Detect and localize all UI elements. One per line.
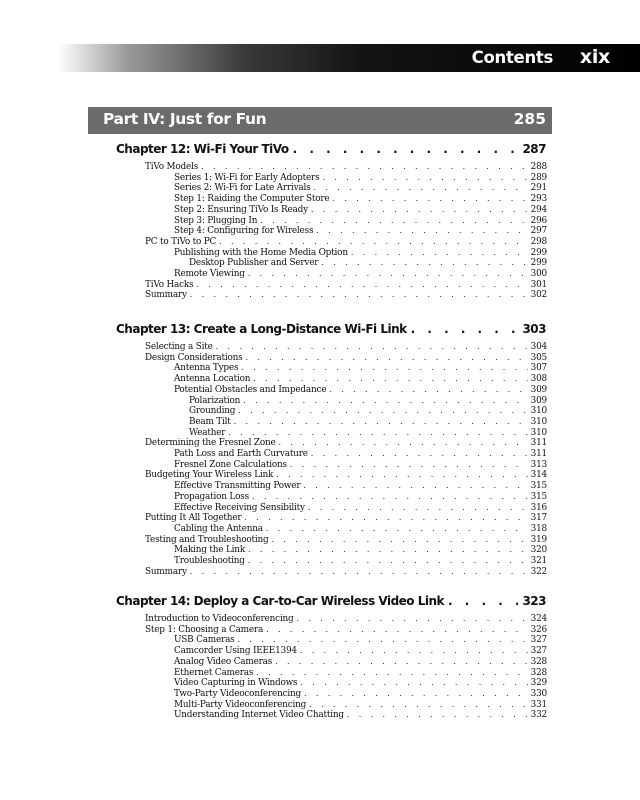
- toc-entry-title: Beam Tilt: [189, 416, 231, 427]
- dot-leader: [322, 173, 527, 184]
- toc-entry-title: Fresnel Zone Calculations: [174, 459, 287, 470]
- toc-entry-title: Ethernet Cameras: [174, 667, 254, 678]
- toc-entry-title: PC to TiVo to PC: [145, 236, 217, 247]
- dot-leader: [190, 567, 528, 578]
- dot-leader: [256, 668, 527, 679]
- dot-leader: [279, 438, 528, 449]
- toc-entry[interactable]: [174, 173, 547, 184]
- toc-entry-page: 310: [530, 416, 547, 427]
- toc-entry[interactable]: [174, 481, 547, 492]
- toc-entry-title: Desktop Publisher and Server: [189, 258, 319, 269]
- toc-entry-title: Cabling the Antenna: [174, 523, 263, 534]
- toc-entry-title: Determining the Fresnel Zone: [145, 438, 276, 449]
- toc-entry-page: 320: [530, 545, 547, 556]
- toc-entry-title: Making the Link: [174, 545, 245, 556]
- toc-entry-page: 300: [530, 269, 547, 279]
- toc-entry[interactable]: [145, 535, 547, 546]
- dot-leader: [201, 162, 528, 173]
- toc-chapter-page: 287: [522, 142, 546, 156]
- dot-leader: [311, 205, 528, 216]
- toc-entry[interactable]: [174, 248, 547, 259]
- toc-entry[interactable]: [145, 470, 547, 481]
- toc-entry-page: 317: [530, 513, 547, 524]
- toc-entry-page: 321: [530, 556, 547, 566]
- dot-leader: [351, 248, 528, 259]
- toc-entry-page: 318: [530, 523, 547, 534]
- dot-leader: [228, 428, 527, 439]
- dot-leader: [253, 374, 527, 385]
- toc-entry-title: Effective Receiving Sensibility: [174, 502, 305, 513]
- toc-entry-title: Two-Party Videoconferencing: [174, 688, 301, 699]
- dot-leader: [266, 524, 528, 535]
- toc-entry-page: 322: [530, 566, 547, 577]
- toc-entry[interactable]: [189, 417, 547, 428]
- dot-leader: [252, 492, 528, 503]
- toc-entry-page: 314: [530, 470, 547, 481]
- toc-chapter[interactable]: [116, 594, 546, 612]
- toc-entry-title: Weather: [189, 427, 226, 438]
- toc-entry-page: 309: [530, 384, 547, 395]
- toc-entry-title: Video Capturing in Windows: [174, 678, 298, 689]
- toc-entry-page: 309: [530, 395, 547, 406]
- toc-entry[interactable]: [174, 449, 547, 460]
- header-title: Contents: [471, 48, 553, 67]
- dot-leader: [248, 556, 528, 567]
- dot-leader: [321, 258, 527, 269]
- toc-entry-title: Step 4: Configuring for Wireless: [174, 226, 314, 237]
- dot-leader: [347, 710, 528, 721]
- toc-entry-page: 315: [530, 491, 547, 502]
- toc-entry-page: 297: [530, 226, 547, 237]
- toc-entry[interactable]: [145, 290, 547, 301]
- dot-leader: [196, 280, 527, 291]
- toc-entry-page: 299: [530, 247, 547, 258]
- toc-entry[interactable]: [174, 226, 547, 237]
- toc-entry-page: 316: [530, 502, 547, 513]
- dot-leader: [276, 470, 527, 481]
- toc-entry-page: 328: [530, 667, 547, 678]
- toc-entry-page: 307: [530, 363, 547, 374]
- toc-entry[interactable]: [189, 406, 547, 417]
- toc-entry[interactable]: [174, 385, 547, 396]
- dot-leader: [234, 417, 528, 428]
- toc-entry-page: 308: [530, 374, 547, 385]
- toc-entry-title: Antenna Location: [174, 374, 251, 385]
- toc-entry-title: Introduction to Videoconferencing: [145, 614, 294, 624]
- toc-entry-title: Publishing with the Home Media Option: [174, 247, 348, 258]
- toc-entry-page: 310: [530, 427, 547, 438]
- toc-entry-page: 294: [530, 204, 547, 215]
- toc-entry[interactable]: [145, 614, 547, 625]
- toc-entry[interactable]: [145, 162, 547, 173]
- toc-entry[interactable]: [145, 625, 547, 636]
- toc-entry[interactable]: [174, 194, 547, 205]
- dot-leader: [248, 545, 528, 556]
- toc-entry[interactable]: [145, 353, 547, 364]
- toc-entry[interactable]: [174, 363, 547, 374]
- toc-entry-page: 327: [530, 646, 547, 657]
- dot-leader: [313, 183, 527, 194]
- dot-leader: [311, 449, 528, 460]
- dot-leader: [190, 290, 528, 301]
- dot-leader: [308, 503, 528, 514]
- toc-entry-page: 330: [530, 688, 547, 699]
- toc-chapter-page: 303: [522, 322, 546, 336]
- toc-entry-title: Effective Transmitting Power: [174, 481, 301, 492]
- toc-chapter-title: Chapter 12: Wi-Fi Your TiVo: [116, 142, 289, 156]
- toc-entry-page: 289: [530, 172, 547, 183]
- toc-entry-page: 331: [530, 699, 547, 710]
- toc-entry-page: 328: [530, 656, 547, 667]
- header-page-number: xix: [579, 46, 610, 68]
- dot-leader: [275, 657, 528, 668]
- toc-entry-title: Potential Obstacles and Impedance: [174, 384, 327, 395]
- toc-entry-page: 302: [530, 290, 547, 301]
- toc-entry[interactable]: [174, 460, 547, 471]
- toc-entry-page: 324: [530, 614, 547, 624]
- dot-leader: [316, 226, 527, 237]
- toc-entry-page: 298: [530, 236, 547, 247]
- toc-chapter[interactable]: [116, 142, 546, 160]
- dot-leader: [246, 353, 528, 364]
- toc-entry-page: 326: [530, 624, 547, 635]
- toc-entry-title: Testing and Troubleshooting: [145, 534, 269, 545]
- toc-entry[interactable]: [145, 438, 547, 449]
- dot-leader: [290, 460, 528, 471]
- toc-entry-title: Selecting a Site: [145, 342, 213, 352]
- toc-entry-page: 313: [530, 459, 547, 470]
- toc-entry-page: 329: [530, 678, 547, 689]
- toc-entry-title: Path Loss and Earth Curvature: [174, 449, 308, 459]
- toc-entry-title: Understanding Internet Video Chatting: [174, 710, 344, 721]
- part-title: Part IV: Just for Fun: [103, 110, 267, 128]
- toc-entry-page: 288: [530, 162, 547, 172]
- toc-chapter-title: Chapter 13: Create a Long-Distance Wi-Fi Link: [116, 322, 407, 336]
- toc-entry-page: 293: [530, 194, 547, 205]
- toc-entry[interactable]: [174, 524, 547, 535]
- toc-entry-title: Series 2: Wi-Fi for Late Arrivals: [174, 183, 311, 194]
- part-page: 285: [513, 110, 546, 128]
- toc-entry[interactable]: [174, 503, 547, 514]
- toc-entry-title: USB Cameras: [174, 635, 235, 646]
- dot-leader: [248, 269, 528, 280]
- dot-leader: [219, 237, 528, 248]
- toc-entry-page: 301: [530, 279, 547, 290]
- toc-entry[interactable]: [145, 237, 547, 248]
- toc-entry-page: 291: [530, 183, 547, 194]
- toc-entry-page: 311: [530, 449, 547, 459]
- toc-entry[interactable]: [189, 258, 547, 269]
- toc-entry-page: 332: [530, 710, 547, 721]
- toc-entry-title: Summary: [145, 290, 187, 301]
- toc-entry-page: 299: [530, 258, 547, 269]
- toc-entry[interactable]: [174, 646, 547, 657]
- dot-leader: [241, 363, 527, 374]
- toc-entry-page: 310: [530, 406, 547, 417]
- toc-entry-title: Propagation Loss: [174, 491, 249, 502]
- toc-entry[interactable]: [145, 342, 547, 353]
- dot-leader: [304, 689, 528, 700]
- toc-entry[interactable]: [174, 635, 547, 646]
- dot-leader: [297, 614, 528, 625]
- toc-entry[interactable]: [174, 545, 547, 556]
- toc-entry-title: Step 1: Raiding the Computer Store: [174, 194, 330, 205]
- toc-entry[interactable]: [189, 396, 547, 407]
- toc-entry-title: Step 1: Choosing a Camera: [145, 624, 264, 635]
- toc-entry-title: TiVo Hacks: [145, 279, 194, 290]
- toc-entry-title: Multi-Party Videoconferencing: [174, 699, 307, 710]
- toc-entry[interactable]: [174, 492, 547, 503]
- toc-chapter-page: 323: [522, 594, 546, 608]
- dot-leader: [303, 481, 527, 492]
- toc-entry-title: Grounding: [189, 406, 236, 417]
- dot-leader: [448, 594, 518, 608]
- toc-entry[interactable]: [145, 280, 547, 291]
- toc-entry-title: Polarization: [189, 395, 241, 406]
- dot-leader: [216, 342, 528, 353]
- dot-leader: [309, 700, 528, 711]
- dot-leader: [272, 535, 528, 546]
- toc-entry-page: 304: [530, 342, 547, 352]
- toc-entry[interactable]: [174, 269, 547, 280]
- toc-entry[interactable]: [174, 710, 547, 721]
- toc-entry[interactable]: [174, 216, 547, 227]
- dot-leader: [411, 322, 519, 336]
- toc-entry-title: Summary: [145, 566, 187, 577]
- dot-leader: [266, 625, 528, 636]
- toc-entry[interactable]: [145, 567, 547, 578]
- toc-entry-page: 315: [530, 481, 547, 492]
- toc-entry-title: TiVo Models: [145, 162, 199, 172]
- toc-entry-title: Troubleshooting: [174, 556, 245, 566]
- toc-entry[interactable]: [174, 183, 547, 194]
- dot-leader: [243, 396, 527, 407]
- toc-entry-page: 327: [530, 635, 547, 646]
- dot-leader: [300, 646, 528, 657]
- toc-entry-title: Antenna Types: [174, 363, 239, 374]
- toc-chapter[interactable]: [116, 322, 546, 340]
- part-banner: [88, 107, 552, 134]
- toc-entry-title: Camcorder Using IEEE1394: [174, 646, 297, 657]
- toc-entry-title: Putting It All Together: [145, 513, 242, 524]
- toc-entry-page: 305: [530, 352, 547, 363]
- toc-entry[interactable]: [189, 428, 547, 439]
- toc-entry[interactable]: [174, 556, 547, 567]
- toc-entry[interactable]: [174, 657, 547, 668]
- toc-entry-title: Budgeting Your Wireless Link: [145, 470, 274, 481]
- dot-leader: [244, 513, 527, 524]
- dot-leader: [300, 678, 527, 689]
- toc-entry[interactable]: [174, 678, 547, 689]
- toc-entry[interactable]: [174, 205, 547, 216]
- toc-entry-title: Step 2: Ensuring TiVo Is Ready: [174, 204, 308, 215]
- dot-leader: [293, 142, 519, 156]
- toc-entry-page: 319: [530, 534, 547, 545]
- toc-entry[interactable]: [174, 689, 547, 700]
- toc-entry-title: Design Considerations: [145, 352, 243, 363]
- toc-entry-title: Remote Viewing: [174, 269, 245, 279]
- dot-leader: [238, 406, 527, 417]
- toc-entry[interactable]: [174, 700, 547, 711]
- dot-leader: [260, 216, 527, 227]
- toc-entry-page: 311: [530, 438, 547, 449]
- toc-entry[interactable]: [145, 513, 547, 524]
- dot-leader: [329, 385, 527, 396]
- toc-entry[interactable]: [174, 374, 547, 385]
- toc-entry-title: Step 3: Plugging In: [174, 215, 258, 226]
- toc-entry-title: Series 1: Wi-Fi for Early Adopters: [174, 172, 320, 183]
- dot-leader: [332, 194, 527, 205]
- dot-leader: [238, 635, 528, 646]
- toc-entry-page: 296: [530, 215, 547, 226]
- toc-entry-title: Analog Video Cameras: [174, 656, 273, 667]
- toc-entry[interactable]: [174, 668, 547, 679]
- toc-chapter-title: Chapter 14: Deploy a Car-to-Car Wireless Video Link: [116, 594, 445, 608]
